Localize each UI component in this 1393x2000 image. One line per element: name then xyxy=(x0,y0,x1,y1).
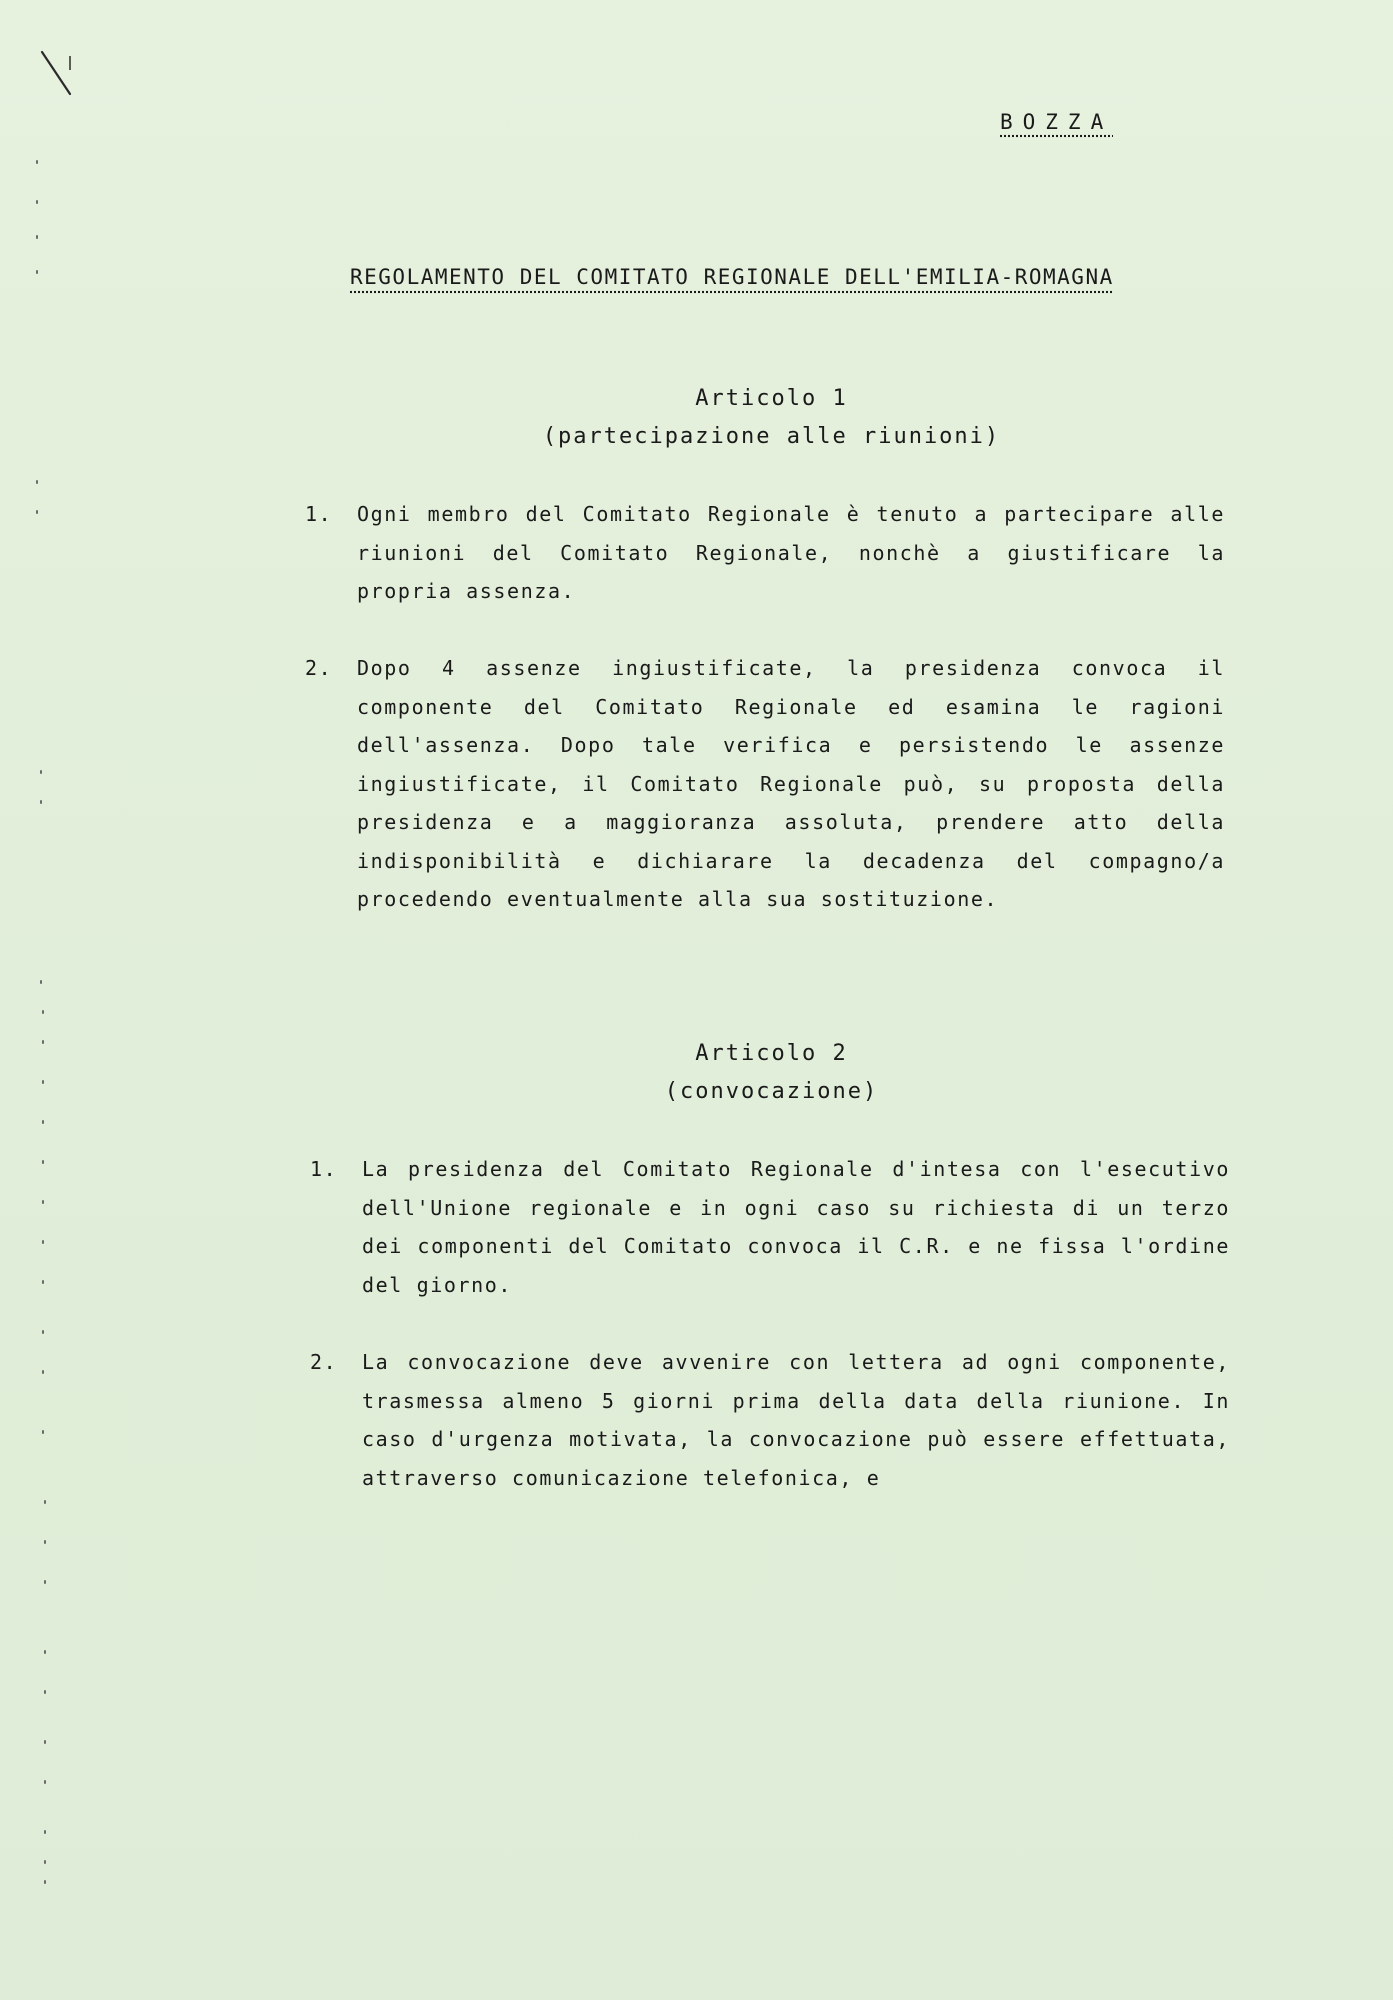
article-1-heading xyxy=(0,380,1393,456)
paragraph-number: 2. xyxy=(305,656,333,680)
article-2-paragraph-1 xyxy=(310,1150,1230,1304)
article-title: Articolo 1 xyxy=(695,386,848,411)
article-subtitle: (partecipazione alle riunioni) xyxy=(542,424,1001,449)
paragraph-text: La presidenza del Comitato Regionale d'intesa con l'esecutivo dell'Unione regionale e in ogni caso su richiesta di un terzo dei componenti del Comitato convoca il C.R. e ne fissa l'ordine del giorno. xyxy=(362,1157,1230,1297)
paragraph-text: La convocazione deve avvenire con lettera ad ogni componente, trasmessa almeno 5 giorni prima della data della riunione. In caso d'urgenza motivata, la convocazione può essere effettuata, attraverso comunicazione telefonica, e xyxy=(362,1350,1230,1490)
article-1-paragraph-2 xyxy=(305,649,1225,919)
draft-stamp: BOZZA xyxy=(1000,110,1114,134)
article-2-heading xyxy=(0,1035,1393,1111)
document-title: REGOLAMENTO DEL COMITATO REGIONALE DELL'EMILIA-ROMAGNA xyxy=(350,265,1114,289)
article-2-paragraph-2 xyxy=(310,1343,1230,1497)
margin-punch-marks xyxy=(0,40,90,1920)
paragraph-number: 2. xyxy=(310,1350,338,1374)
article-1-paragraph-1 xyxy=(305,495,1225,611)
paragraph-number: 1. xyxy=(305,502,333,526)
paragraph-text: Ogni membro del Comitato Regionale è tenuto a partecipare alle riunioni del Comitato Regionale, nonchè a giustificare la propria assenza. xyxy=(357,502,1225,603)
paragraph-text: Dopo 4 assenze ingiustificate, la presidenza convoca il componente del Comitato Regionale ed esamina le ragioni dell'assenza. Dopo tale verifica e persistendo le assenze ingiustificate, il Comitato Regionale può, su proposta della presidenza e a maggioranza assoluta, prendere atto della indisponibilità e dichiarare la decadenza del compagno/a procedendo eventualmente alla sua sostituzione. xyxy=(357,656,1225,911)
article-subtitle: (convocazione) xyxy=(664,1079,879,1104)
article-title: Articolo 2 xyxy=(695,1041,848,1066)
paragraph-number: 1. xyxy=(310,1157,338,1181)
